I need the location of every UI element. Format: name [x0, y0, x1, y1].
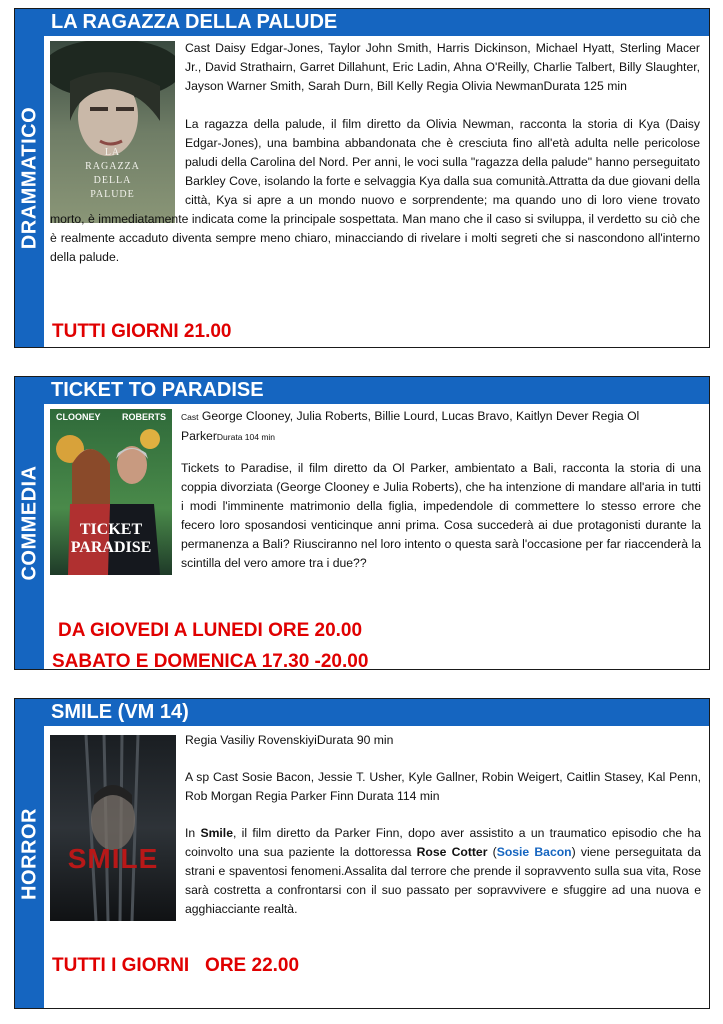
- genre-sidebar: [15, 377, 44, 669]
- poster-title-text: LA RAGAZZA DELLA PALUDE: [85, 147, 140, 200]
- director-line: Regia Vasiliy RovenskiyiDurata 90 min: [185, 733, 394, 747]
- cast-paragraph: A sp Cast Sosie Bacon, Jessie T. Usher, Kyle Gallner, Robin Weigert, Caitlin Stasey, Kal Penn, Rob Morgan Regia Parker Finn Durata 114 min: [185, 770, 701, 803]
- poster-smile: [50, 735, 176, 921]
- cast-paragraph: Cast George Clooney, Julia Roberts, Billie Lourd, Lucas Bravo, Kaitlyn Dever Regia Ol ParkerDurata 104 min: [181, 409, 640, 443]
- showtimes: [52, 615, 368, 677]
- film-card-drammatico: [14, 8, 710, 348]
- film-card-horror: [14, 698, 710, 1009]
- showtimes: [52, 955, 299, 977]
- film-title: SMILE (VM 14): [44, 699, 709, 726]
- showtime-line: TUTTI I GIORNI ORE 22.00: [52, 955, 300, 976]
- cast-prefix: Cast: [181, 412, 199, 422]
- genre-sidebar: [15, 699, 44, 1008]
- showtime-line: SABATO E DOMENICA 17.30 -20.00: [52, 651, 369, 672]
- film-card-commedia: [14, 376, 710, 670]
- genre-label: COMMEDIA: [18, 465, 40, 581]
- showtimes: [52, 321, 231, 343]
- showtime-line: TUTTI GIORNI 21.00: [52, 321, 232, 342]
- poster-title-text: TICKET PARADISE: [70, 521, 152, 556]
- plot-paragraph: Tickets to Paradise, il film diretto da Ol Parker, ambientato a Bali, racconta la storia di una coppia divorziata (George Clooney e Julia Roberts), che ha intenzione di mandare all'aria in tutti i modi l'imminente matrimonio della figlia, impedendole di commettere lo stesso errore che fecero loro sposandosi venticinque anni prima. Cosa succederà ai due protagonisti durante la permanenza a Bali? Riusciranno nel loro intento o questa sarà l'occasione per far riaccenderà la scintilla del vero amore tra i due??: [181, 461, 701, 570]
- plot-paragraph: La ragazza della palude, il film diretto da Olivia Newman, racconta la storia di Kya (Daisy Edgar-Jones), una bambina abbandonata che è cresciuta fino all'età adulta nelle pericolose paludi della Carolina del Nord. Per anni, le voci sulla "ragazza della palude" hanno perseguitato Barkley Cove, isolando la forte e selvaggia Kya dalla sua comunità.Attratta da due giovani della città, Kya si apre a un mondo nuovo e sorprendente; ma quando uno di loro viene trovato morto, è immediatamente indicata come la principale sospettata. Man mano che il caso si sviluppa, il verdetto su ciò che è realmente accaduto diventa sempre meno chiaro, minacciando di rivelare i molti segreti che si nascondono all'interno della palude.: [50, 117, 700, 264]
- poster-ticket-to-paradise: [50, 409, 172, 575]
- film-description: [181, 407, 701, 573]
- film-title: LA RAGAZZA DELLA PALUDE: [44, 9, 709, 36]
- genre-sidebar: [15, 9, 44, 347]
- film-description: [50, 39, 700, 267]
- showtime-line: DA GIOVEDI A LUNEDI ORE 20.00: [58, 620, 363, 641]
- poster-names: [56, 412, 166, 422]
- poster-title-text: SMILE: [67, 843, 159, 874]
- cast-paragraph: Cast Daisy Edgar-Jones, Taylor John Smith, Harris Dickinson, Michael Hyatt, Sterling Macer Jr., David Strathairn, Garret Dillahunt, Eric Ladin, Ahna O'Reilly, Charlie Talbert, Billy Slaughter, Jayson Warner Smith, Sarah Durn, Bill Kelly Regia Olivia NewmanDurata 125 min: [185, 41, 700, 93]
- genre-label: HORROR: [18, 807, 40, 900]
- duration: Durata 104 min: [216, 432, 276, 442]
- film-title: TICKET TO PARADISE: [44, 377, 709, 404]
- genre-label: DRAMMATICO: [18, 106, 40, 250]
- film-description: [185, 731, 701, 919]
- poster-name-1: CLOONEY: [56, 412, 101, 422]
- poster-name-2: ROBERTS: [121, 412, 166, 422]
- plot-paragraph: In Smile, il film diretto da Parker Finn, dopo aver assistito a un traumatico episodio che ha coinvolto una sua paziente la dottoressa Rose Cotter (Sosie Bacon) viene perseguitata da strani e spaventosi fenomeni.Assalita dal terrore che prende il sopravvento sulla sua vita, Rose sarà costretta a confrontarsi con il suo passato per sopravvivere e sfuggire ad una nuova e agghiacciante realtà.: [185, 826, 701, 916]
